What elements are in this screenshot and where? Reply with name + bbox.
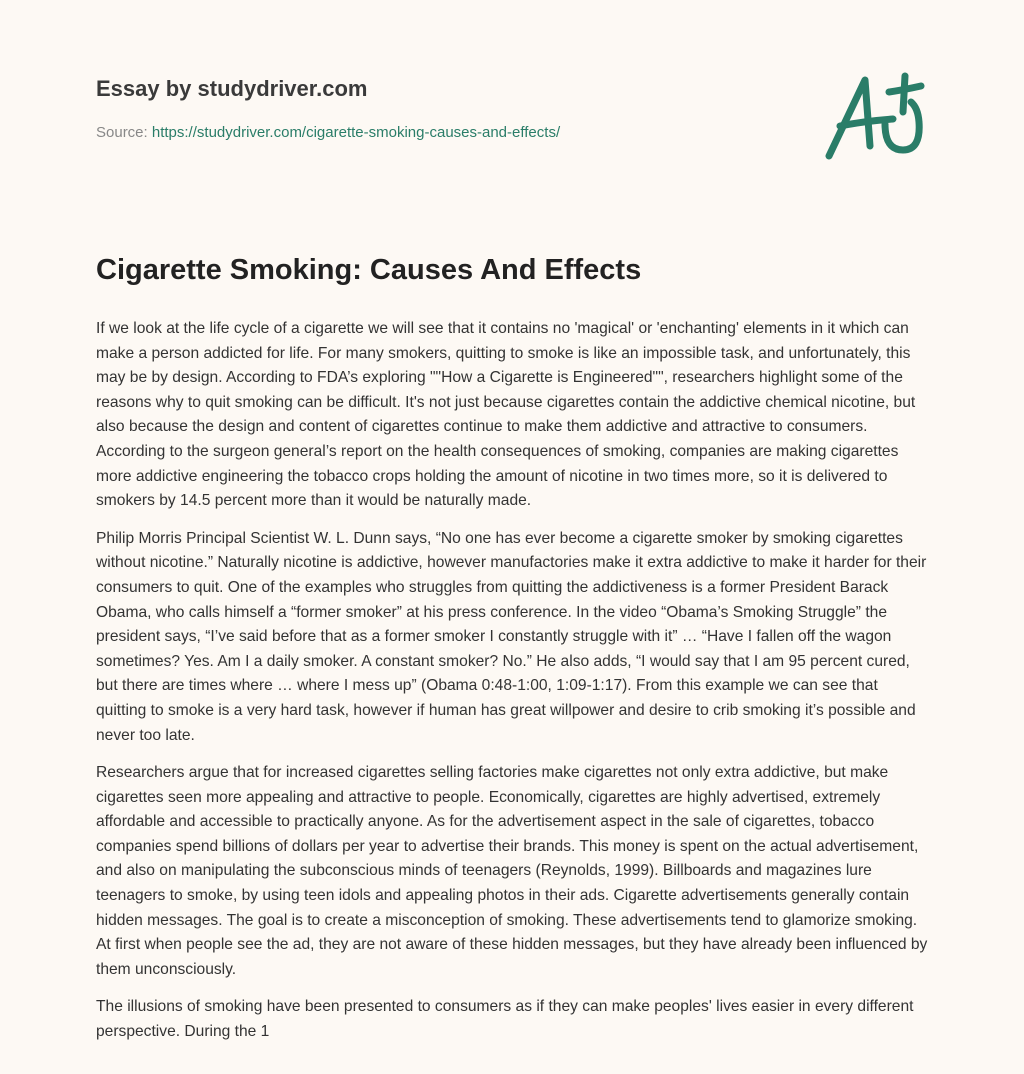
- a-plus-logo-icon: [815, 64, 935, 164]
- source-line: [96, 124, 560, 141]
- paragraph: Philip Morris Principal Scientist W. L. Dunn says, “No one has ever become a cigarette smoker by smoking cigarettes without nicotine.” Naturally nicotine is addictive, however manufactories make it extra addictive to make it harder for their consumers to quit. One of the examples who struggles from quitting the addictiveness is a former President Barack Obama, who calls himself a “former smoker” at his press conference. In the video “Obama’s Smoking Struggle” the president says, “I’ve said before that as a former smoker I constantly struggle with it” … “Have I fallen off the wagon sometimes? Yes. Am I a daily smoker. A constant smoker? No.” He also adds, “I would say that I am 95 percent cured, but there are times where … where I mess up” (Obama 0:48-1:00, 1:09-1:17). From this example we can see that quitting to smoke is a very hard task, however if human has great willpower and desire to crib smoking it’s possible and never too late.: [96, 529, 927, 744]
- source-link[interactable]: https://studydriver.com/cigarette-smoking-causes-and-effects/: [151, 124, 561, 141]
- source-label: Source:: [96, 124, 148, 141]
- article-body: [96, 317, 932, 1058]
- article-title: Cigarette Smoking: Causes And Effects: [96, 254, 642, 286]
- paragraph: Researchers argue that for increased cigarettes selling factories make cigarettes not only extra addictive, but make cigarettes seen more appealing and attractive to people. Economically, cigarettes are highly advertised, extremely affordable and accessible to practically anyone. As for the advertisement aspect in the sale of cigarettes, tobacco companies spend billions of dollars per year to advertise their brands. This money is spent on the actual advertisement, and also on manipulating the subconscious minds of teenagers (Reynolds, 1999). Billboards and magazines lure teenagers to smoke, by using teen idols and appealing photos in their ads. Cigarette advertisements generally contain hidden messages. The goal is to create a misconception of smoking. These advertisements tend to glamorize smoking. At first when people see the ad, they are not aware of these hidden messages, but they have already been influenced by them unconsciously.: [96, 764, 928, 978]
- paragraph: The illusions of smoking have been presented to consumers as if they can make peoples' lives easier in every different perspective. During the 1: [96, 998, 914, 1041]
- paragraph: If we look at the life cycle of a cigarette we will see that it contains no 'magical' or 'enchanting' elements in it which can make a person addicted for life. For many smokers, quitting to smoke is like an impossible task, and unfortunately, this may be by design. According to FDA’s exploring ""How a Cigarette is Engineered"", researchers highlight some of the reasons why to quit smoking can be difficult. It's not just because cigarettes contain the addictive chemical nicotine, but also because the design and content of cigarettes continue to make them addictive and attractive to consumers. According to the surgeon general’s report on the health consequences of smoking, companies are making cigarettes more addictive engineering the tobacco crops holding the amount of nicotine in two times more, so it is delivered to smokers by 14.5 percent more than it would be naturally made.: [96, 320, 916, 510]
- brand-title: Essay by studydriver.com: [96, 76, 368, 101]
